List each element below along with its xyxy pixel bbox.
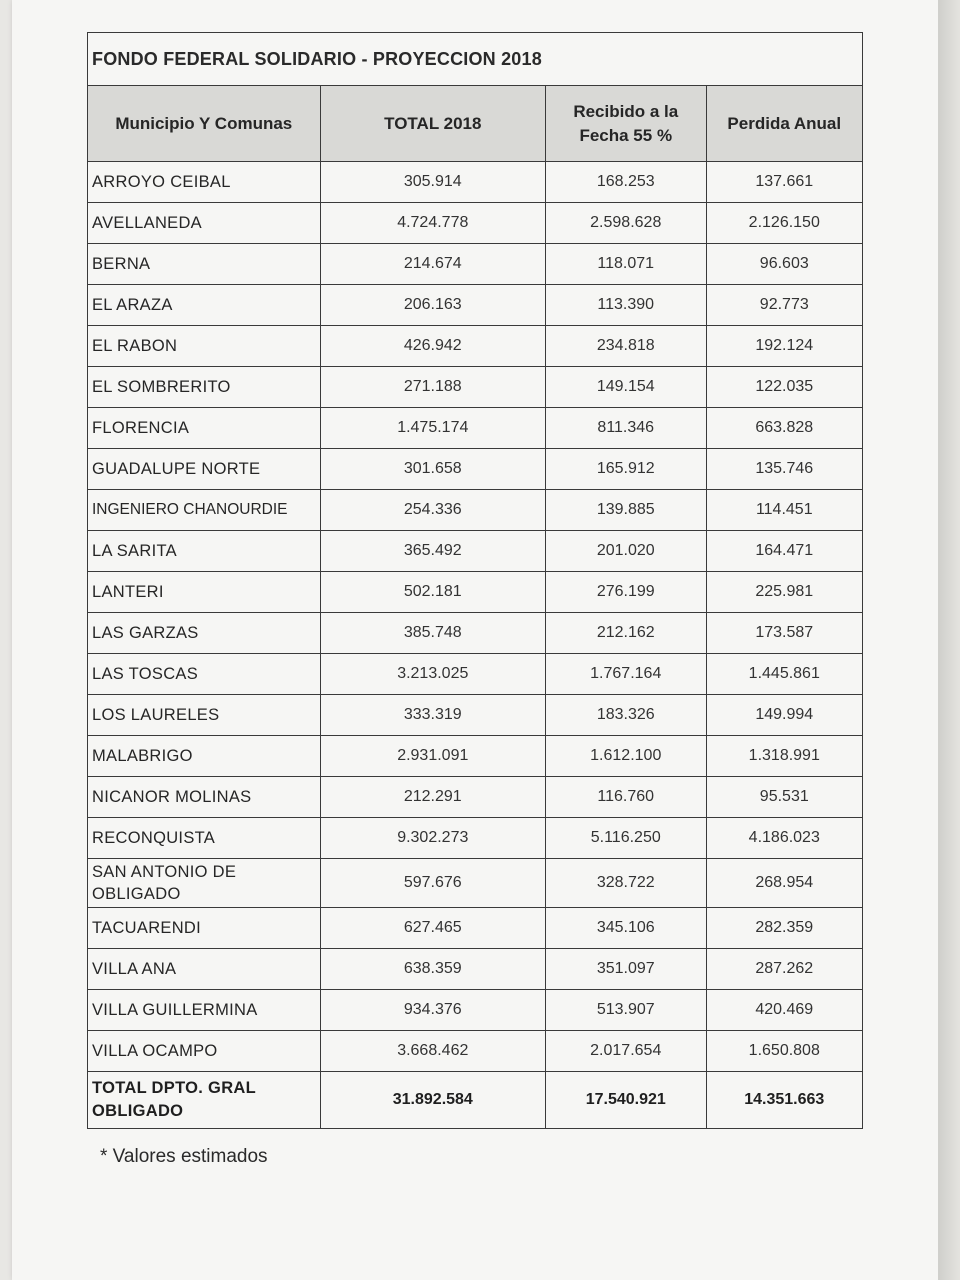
table-row [88,162,863,203]
cell-perdida: 192.124 [706,326,862,367]
cell-perdida: 95.531 [706,777,862,818]
cell-perdida: 420.469 [706,990,862,1031]
cell-perdida: 149.994 [706,695,862,736]
cell-municipio: TACUARENDI [88,908,321,949]
table-row [88,1031,863,1072]
document-title: FONDO FEDERAL SOLIDARIO - PROYECCION 2018 [87,32,863,85]
cell-municipio: EL ARAZA [88,285,321,326]
cell-recibido: 5.116.250 [545,818,706,859]
cell-municipio: INGENIERO CHANOURDIE [88,490,321,531]
table-row [88,572,863,613]
cell-recibido: 201.020 [545,531,706,572]
table-row [88,949,863,990]
cell-perdida: 164.471 [706,531,862,572]
footnote: * Valores estimados [100,1146,268,1167]
cell-total: 934.376 [320,990,545,1031]
cell-municipio: VILLA OCAMPO [88,1031,321,1072]
cell-municipio: EL SOMBRERITO [88,367,321,408]
paper-edge-shadow [938,0,960,1280]
document-table-container [87,32,863,1129]
header-perdida: Perdida Anual [706,86,862,162]
table-row [88,244,863,285]
cell-recibido: 513.907 [545,990,706,1031]
cell-perdida: 122.035 [706,367,862,408]
cell-total: 627.465 [320,908,545,949]
cell-total: 301.658 [320,449,545,490]
cell-total: 638.359 [320,949,545,990]
header-recibido: Recibido a la Fecha 55 % [545,86,706,162]
cell-municipio: AVELLANEDA [88,203,321,244]
cell-total: 597.676 [320,859,545,908]
cell-municipio: FLORENCIA [88,408,321,449]
total-perdida: 14.351.663 [706,1072,862,1129]
cell-municipio: SAN ANTONIO DE OBLIGADO [88,859,321,908]
table-row [88,613,863,654]
cell-recibido: 149.154 [545,367,706,408]
cell-perdida: 1.318.991 [706,736,862,777]
cell-municipio: VILLA ANA [88,949,321,990]
cell-total: 206.163 [320,285,545,326]
cell-perdida: 663.828 [706,408,862,449]
table-row [88,908,863,949]
table-body [88,162,863,1129]
cell-recibido: 139.885 [545,490,706,531]
total-total: 31.892.584 [320,1072,545,1129]
cell-municipio: RECONQUISTA [88,818,321,859]
table-row [88,736,863,777]
cell-perdida: 96.603 [706,244,862,285]
total-row [88,1072,863,1129]
cell-total: 2.931.091 [320,736,545,777]
cell-municipio: LOS LAURELES [88,695,321,736]
cell-recibido: 183.326 [545,695,706,736]
cell-perdida: 287.262 [706,949,862,990]
cell-recibido: 1.767.164 [545,654,706,695]
cell-recibido: 118.071 [545,244,706,285]
cell-total: 426.942 [320,326,545,367]
cell-recibido: 2.598.628 [545,203,706,244]
cell-municipio: MALABRIGO [88,736,321,777]
cell-perdida: 1.445.861 [706,654,862,695]
cell-total: 305.914 [320,162,545,203]
table-row [88,203,863,244]
table-header-row [88,86,863,162]
cell-total: 385.748 [320,613,545,654]
table-row [88,408,863,449]
cell-municipio: ARROYO CEIBAL [88,162,321,203]
table-row [88,990,863,1031]
cell-total: 4.724.778 [320,203,545,244]
cell-municipio: GUADALUPE NORTE [88,449,321,490]
cell-recibido: 113.390 [545,285,706,326]
cell-recibido: 345.106 [545,908,706,949]
table-row [88,818,863,859]
cell-perdida: 282.359 [706,908,862,949]
cell-perdida: 137.661 [706,162,862,203]
table-row [88,777,863,818]
total-label: TOTAL DPTO. GRAL OBLIGADO [88,1072,321,1129]
cell-recibido: 811.346 [545,408,706,449]
cell-recibido: 212.162 [545,613,706,654]
cell-recibido: 234.818 [545,326,706,367]
cell-municipio: LAS TOSCAS [88,654,321,695]
cell-perdida: 92.773 [706,285,862,326]
cell-total: 3.213.025 [320,654,545,695]
cell-total: 333.319 [320,695,545,736]
cell-perdida: 135.746 [706,449,862,490]
cell-municipio: NICANOR MOLINAS [88,777,321,818]
table-row [88,695,863,736]
cell-recibido: 1.612.100 [545,736,706,777]
fund-table [87,85,863,1129]
table-row [88,326,863,367]
cell-municipio: LA SARITA [88,531,321,572]
cell-recibido: 165.912 [545,449,706,490]
cell-municipio: LAS GARZAS [88,613,321,654]
table-row [88,654,863,695]
table-row [88,859,863,908]
total-recibido: 17.540.921 [545,1072,706,1129]
cell-perdida: 225.981 [706,572,862,613]
cell-total: 365.492 [320,531,545,572]
cell-perdida: 4.186.023 [706,818,862,859]
table-row [88,449,863,490]
table-row [88,531,863,572]
cell-total: 271.188 [320,367,545,408]
cell-total: 254.336 [320,490,545,531]
cell-total: 214.674 [320,244,545,285]
cell-perdida: 173.587 [706,613,862,654]
cell-perdida: 114.451 [706,490,862,531]
cell-total: 502.181 [320,572,545,613]
cell-perdida: 1.650.808 [706,1031,862,1072]
cell-recibido: 276.199 [545,572,706,613]
cell-recibido: 116.760 [545,777,706,818]
cell-total: 1.475.174 [320,408,545,449]
table-row [88,490,863,531]
header-total: TOTAL 2018 [320,86,545,162]
cell-municipio: LANTERI [88,572,321,613]
cell-total: 9.302.273 [320,818,545,859]
cell-total: 3.668.462 [320,1031,545,1072]
cell-municipio: VILLA GUILLERMINA [88,990,321,1031]
cell-recibido: 351.097 [545,949,706,990]
cell-municipio: EL RABON [88,326,321,367]
table-row [88,285,863,326]
cell-total: 212.291 [320,777,545,818]
cell-recibido: 2.017.654 [545,1031,706,1072]
header-municipio: Municipio Y Comunas [88,86,321,162]
table-row [88,367,863,408]
cell-perdida: 2.126.150 [706,203,862,244]
cell-recibido: 328.722 [545,859,706,908]
cell-perdida: 268.954 [706,859,862,908]
cell-recibido: 168.253 [545,162,706,203]
cell-municipio: BERNA [88,244,321,285]
